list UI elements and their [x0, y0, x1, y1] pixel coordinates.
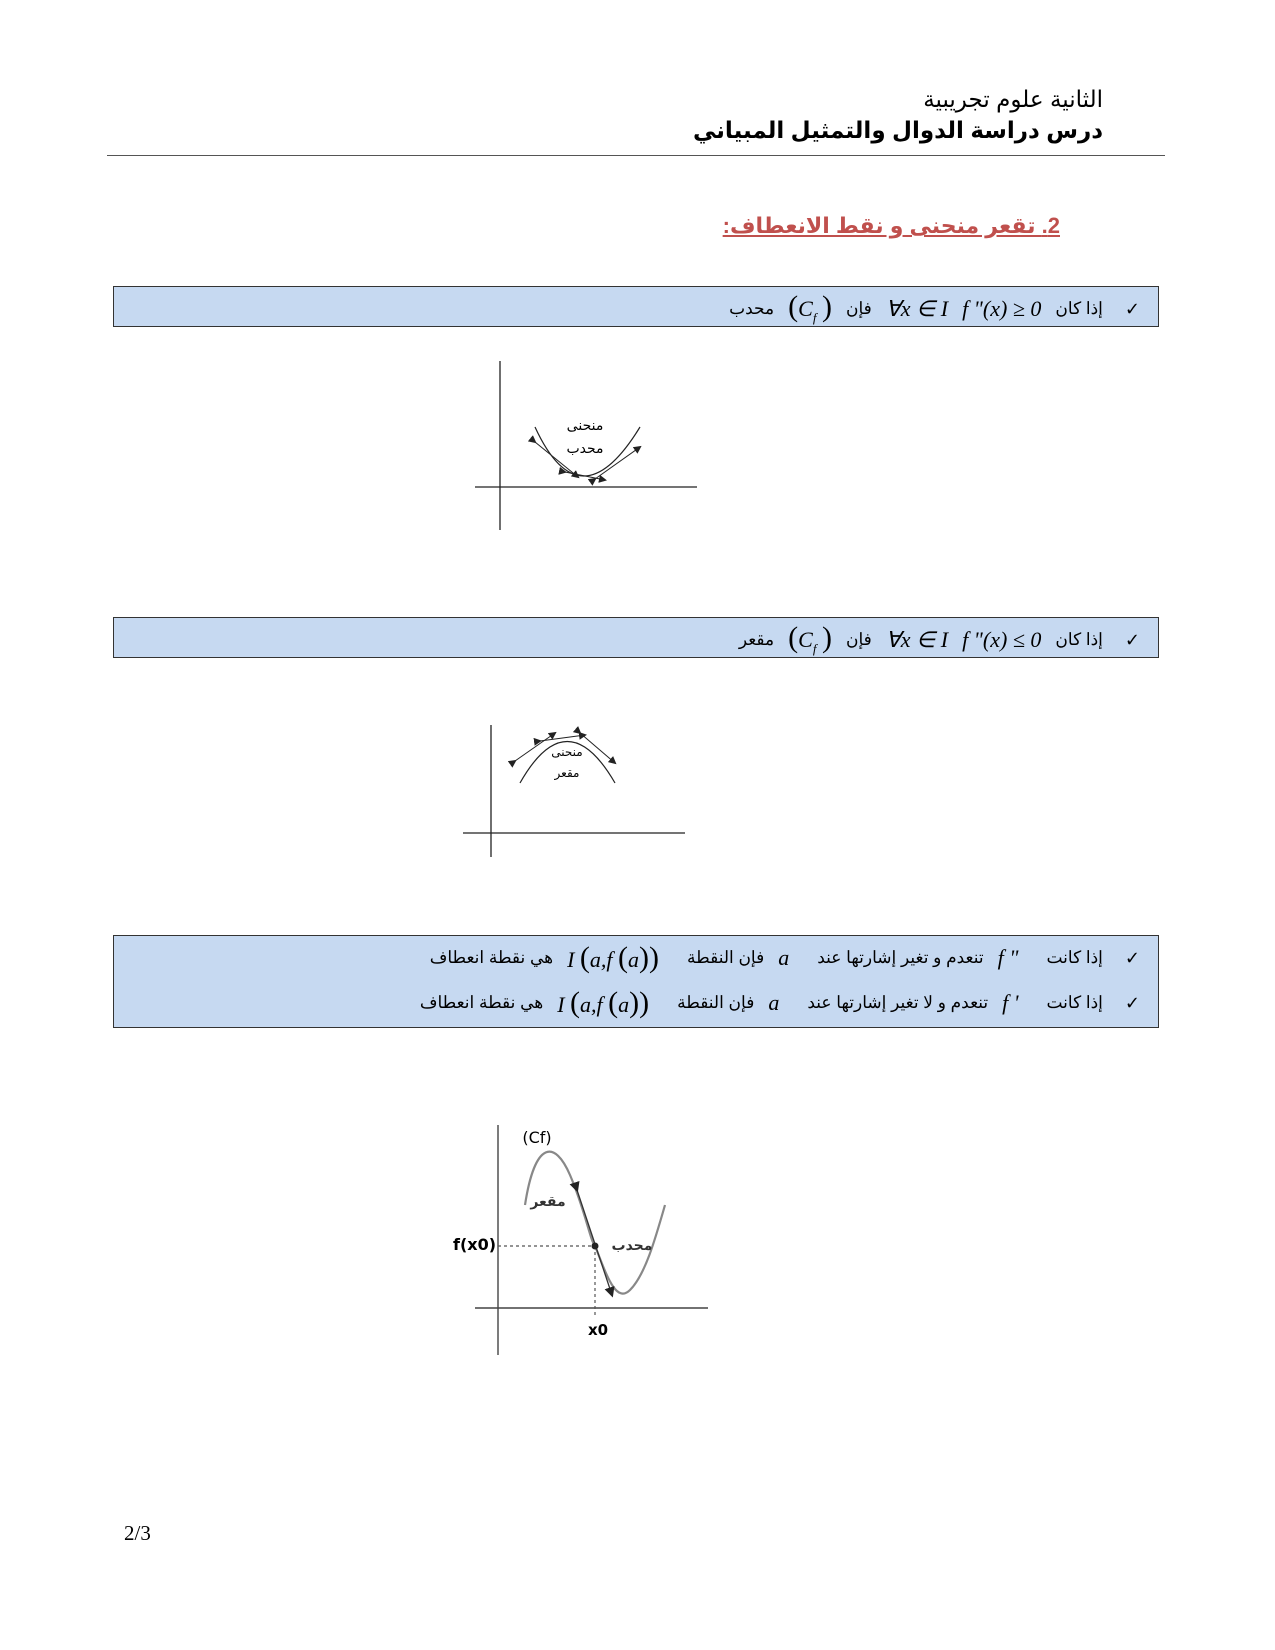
inflection-if: إذا كانت [1046, 993, 1103, 1012]
concave-rule-box [113, 617, 1159, 658]
section-title-text: تقعر منحنى و نقط الانعطاف: [722, 213, 1036, 238]
inflection-var: a [778, 945, 790, 970]
convex-forall: ∀x ∈ I [885, 296, 949, 321]
header-divider [107, 155, 1165, 156]
checkmark-icon: ✓ [1124, 298, 1140, 320]
inflection-then: فإن النقطة [687, 948, 765, 967]
convex-label: محدب [611, 1238, 653, 1254]
inflection-result: هي نقطة انعطاف [419, 993, 544, 1012]
concave-if: إذا كان [1055, 630, 1103, 649]
convex-if: إذا كان [1055, 299, 1103, 318]
inflection-rule-box [113, 935, 1159, 1028]
convex-result: محدب [729, 299, 775, 318]
inflection-result: هي نقطة انعطاف [429, 948, 554, 967]
header-level: الثانية علوم تجريبية [923, 86, 1103, 112]
checkmark-icon: ✓ [1124, 629, 1140, 651]
convex-then: فإن [845, 299, 872, 318]
inflection-func: f ' [1002, 990, 1019, 1015]
tangent-arrow [540, 735, 585, 741]
tangent-arrow [577, 1190, 612, 1295]
concave-condition: f "(x) ≤ 0 [962, 627, 1042, 652]
inflection-func: f " [997, 945, 1019, 970]
x-value-label: x0 [588, 1321, 609, 1339]
concave-then: فإن [845, 630, 872, 649]
inflection-rule-2 [420, 988, 1140, 1018]
concave-result: مقعر [738, 630, 775, 649]
convex-fig-label-1: منحنى [566, 418, 604, 434]
checkmark-icon: ✓ [1124, 992, 1140, 1014]
inflection-figure [440, 1120, 720, 1360]
concave-figure [455, 715, 695, 860]
header-title: درس دراسة الدوال والتمثيل المبياني [693, 117, 1103, 143]
concave-label: مقعر [530, 1194, 566, 1210]
inflection-point: I (a,f (a)) [567, 941, 660, 974]
inflection-rule-1 [430, 943, 1140, 973]
convex-curve: ($C_f$ ) [788, 290, 832, 325]
inflection-text: تنعدم و لا تغير إشارتها عند [807, 993, 989, 1012]
inflection-point-dot [592, 1243, 599, 1250]
curve-label: (Cf) [522, 1128, 552, 1147]
inflection-then: فإن النقطة [677, 993, 755, 1012]
convex-fig-label-2: محدب [566, 441, 604, 457]
inflection-var: a [768, 990, 780, 1015]
section-title [723, 213, 1060, 239]
inflection-if: إذا كانت [1046, 948, 1103, 967]
concave-forall: ∀x ∈ I [885, 627, 949, 652]
concave-fig-label-2: مقعر [554, 766, 580, 780]
inflection-point: I (a,f (a)) [557, 986, 650, 1019]
y-value-label: f(x0) [453, 1235, 497, 1254]
convex-condition: f "(x) ≥ 0 [962, 296, 1042, 321]
section-number: 2. [1041, 213, 1060, 238]
convex-rule-box [113, 286, 1159, 327]
inflection-text: تنعدم و تغير إشارتها عند [817, 948, 984, 967]
page-number: 2/3 [124, 1521, 151, 1545]
concave-fig-label-1: منحنى [551, 745, 583, 759]
convex-figure [460, 355, 710, 535]
concave-curve: ($C_f$ ) [788, 621, 832, 656]
checkmark-icon: ✓ [1124, 947, 1140, 969]
